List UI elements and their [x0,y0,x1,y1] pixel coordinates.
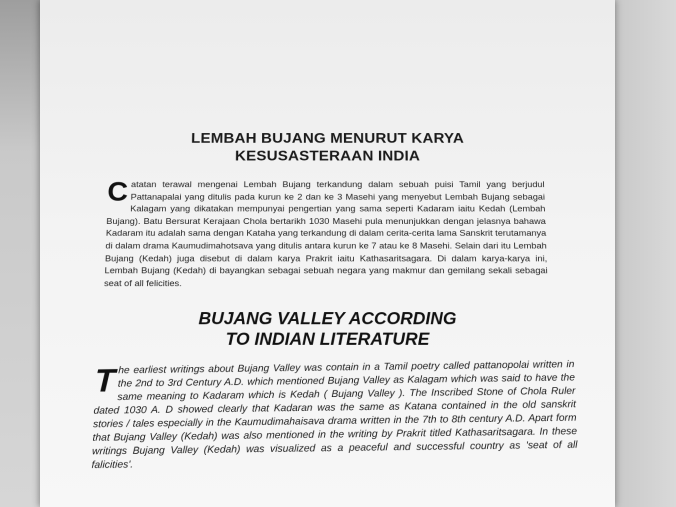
english-paragraph [91,359,578,473]
malay-dropcap: C [106,177,129,207]
malay-title-line-1: LEMBAH BUJANG MENURUT KARYA [190,131,465,147]
english-dropcap: T [93,362,116,400]
museum-placard [40,0,615,507]
english-body-text: he earliest writings about Bujang Valley was contain in a Tamil poetry called pattanopolai written in the 2nd to 3rd Century A.D. which mentioned Bujang Valley as Kalagam which was said to have the same meaning to Kadaram which is Kedah ( Bujang Valley ). The Inscribed Stone of Chola Ruler dated 1030 A. D showed clearly that Kadaran was the same as Katana contained in the old sanskrit stories / tales especially in the Kaumudimahaisava drama written in the 7th to 8th century A.D. Apart form that Bujang Valley (Kedah) was also mentioned in the writing by Prakrit titled Kathasaritsagara. In these writings Bujang Valley (Kedah) was visualized as a peaceful and successful country as 'seat of all falicities'. [91,359,578,471]
placard-content [40,41,615,507]
malay-body-text: atatan terawal mengenai Lembah Bujang terkandung dalam sebuah puisi Tamil yang berjudul Pattanapalai yang ditulis pada kurun ke 2 dan ke 3 Masehi yang menyebut Lembah Bujang sebagai Kalagam yang dikatakan mempunyai pengertian yang sama seperti Kadaram iaitu Kedah (Lembah Bujang). Batu Bersurat Kerajaan Chola bertarikh 1030 Masehi pula menunjukkan dengan jelasnya bahawa Kadaram itu adalah sama dengan Kataha yang terkandung di dalam cerita-cerita lama Sanskrit terutamanya di dalam drama Kaumudimahotsava yang ditulis antara kurun ke 7 atau ke 8 Masehi. Selain dari itu Lembah Bujang (Kedah) juga disebut di dalam karya Prakrit iaitu Kathasaritsagara. Di dalam karya-karya ini, Lembah Bujang (Kedah) di bayangkan sebagai sebuah negara yang makmur dan gemilang sekali sebagai seat of all felicities. [103,179,548,289]
malay-paragraph [104,179,548,290]
english-title-line-2: TO INDIAN LITERATURE [225,329,430,349]
english-title-line-1: BUJANG VALLEY ACCORDING [198,309,457,328]
malay-title-line-2: KESUSASTERAAN INDIA [234,148,421,164]
wall-edge [612,0,676,507]
english-title [47,308,608,349]
malay-title [55,130,599,165]
